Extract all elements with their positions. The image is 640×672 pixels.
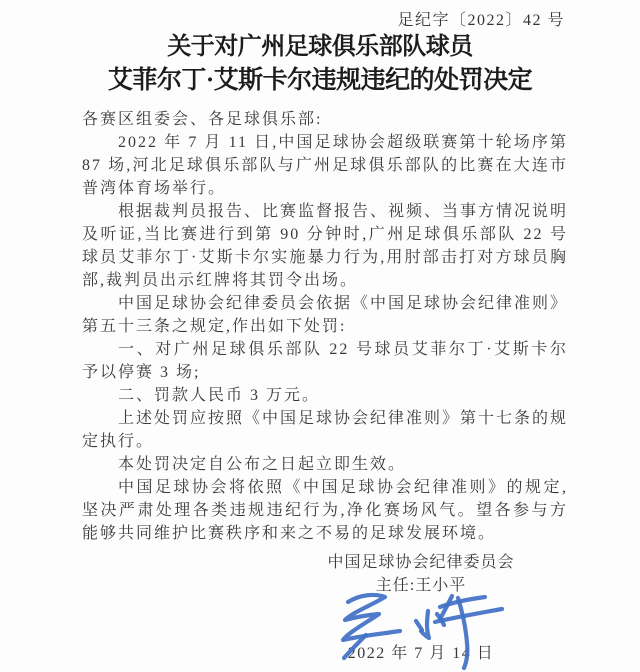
doc-title-line2: 艾菲尔丁·艾斯卡尔违规违纪的处罚决定 xyxy=(107,67,533,94)
closing-date: 2022 年 7 月 14 日 xyxy=(347,645,495,662)
doc-body xyxy=(82,108,568,545)
signature-stroke-xiao-left-dot xyxy=(416,621,422,630)
signature-handwriting xyxy=(336,583,506,671)
body-paragraph-ruling-basis: 中国足球协会纪律委员会依据《中国足球协会纪律准则》第五十三条之规定,作出如下处罚: xyxy=(82,295,569,335)
body-paragraph-closing-statement: 中国足球协会将依照《中国足球协会纪律准则》的规定,坚决严肃处理各类违规违纪行为,净化赛场风气。望各参与方能够共同维护比赛秩序和来之不易的足球发展环境。 xyxy=(82,479,568,542)
closing-organization: 中国足球协会纪律委员会 xyxy=(327,554,515,571)
signature-stroke-wang xyxy=(343,595,400,640)
body-paragraph-execution-rule: 上述处罚应按照《中国足球协会纪律准则》第十七条的规定执行。 xyxy=(82,410,569,450)
doc-title-line1: 关于对广州足球俱乐部队球员 xyxy=(167,34,473,60)
signature-stroke-xiao-hook xyxy=(421,611,429,638)
salutation-line: 各赛区组委会、各足球俱乐部: xyxy=(82,111,323,128)
body-paragraph-penalty-suspension: 一、对广州足球俱乐部队 22 号球员艾菲尔丁·艾斯卡尔予以停赛 3 场; xyxy=(82,341,568,381)
closing-signer-title: 主任:王小平 xyxy=(375,577,467,594)
doc-title xyxy=(0,30,640,98)
body-paragraph-effective-date: 本处罚决定自公布之日起立即生效。 xyxy=(118,456,407,473)
signature-stroke-ping-vertical xyxy=(458,598,467,668)
body-paragraph-match-info: 2022 年 7 月 11 日,中国足球协会超级联赛第十轮场序第 87 场,河北足球俱乐部队与广州足球俱乐部队的比赛在大连市普湾体育场举行。 xyxy=(82,134,568,197)
doc-reference-number: 足纪字〔2022〕42 号 xyxy=(397,12,565,29)
body-paragraph-penalty-fine: 二、罚款人民币 3 万元。 xyxy=(118,387,321,404)
body-paragraph-incident: 根据裁判员报告、比赛监督报告、视频、当事方情况说明及听证,当比赛进行到第 90 分钟时,广州足球俱乐部队 22 号球员艾菲尔丁·艾斯卡尔实施暴力行为,用肘部击打对方球员胸部,裁判员出示红牌将其罚令出场。 xyxy=(82,203,569,289)
